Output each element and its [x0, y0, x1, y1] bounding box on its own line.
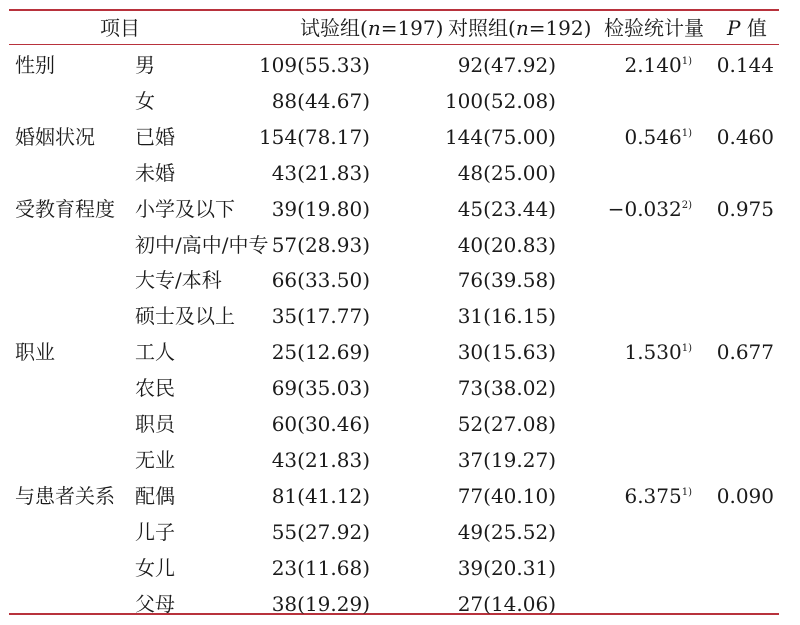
cell-category: 婚姻状况 — [15, 124, 95, 149]
cell-subcategory: 未婚 — [135, 160, 175, 185]
cell-experimental: 35(17.77) — [271, 304, 370, 329]
cell-control: 49(25.52) — [457, 519, 556, 544]
table-row — [0, 406, 800, 442]
cell-experimental: 69(35.03) — [271, 376, 370, 401]
cell-experimental: 66(33.50) — [271, 268, 370, 293]
footnote-marker: 1) — [681, 486, 692, 498]
cell-control: 45(23.44) — [457, 196, 556, 221]
cell-control: 27(14.06) — [457, 591, 556, 616]
cell-experimental: 57(28.93) — [271, 232, 370, 257]
header-control-group: 对照组(n=192) — [448, 16, 592, 40]
cell-subcategory: 小学及以下 — [135, 196, 235, 221]
cell-control: 37(19.27) — [457, 447, 556, 472]
cell-subcategory: 男 — [135, 53, 155, 77]
header-experimental-group: 试验组(n=197) — [300, 16, 444, 40]
cell-experimental: 55(27.92) — [271, 519, 370, 544]
table-row — [0, 586, 800, 622]
cell-subcategory: 大专/本科 — [135, 268, 222, 293]
cell-experimental: 25(12.69) — [271, 340, 370, 365]
cell-control: 52(27.08) — [457, 412, 556, 436]
header-test-statistic: 检验统计量 — [604, 16, 704, 40]
cell-subcategory: 硕士及以上 — [135, 304, 235, 329]
cell-subcategory: 父母 — [135, 591, 175, 616]
footnote-marker: 1) — [681, 343, 692, 355]
cell-p-value: 0.090 — [716, 483, 774, 508]
footnote-marker: 1) — [681, 127, 692, 139]
table-row — [0, 227, 800, 263]
table-row — [0, 550, 800, 586]
cell-experimental: 60(30.46) — [271, 412, 370, 436]
cell-p-value: 0.144 — [716, 53, 774, 77]
cell-subcategory: 工人 — [135, 340, 175, 365]
table-row — [0, 83, 800, 119]
cell-experimental: 43(21.83) — [271, 447, 370, 472]
cell-category: 性别 — [15, 53, 55, 77]
cell-statistic: 2.140$^{1)}$ — [624, 53, 692, 77]
cell-control: 30(15.63) — [457, 340, 556, 365]
table-row — [0, 478, 800, 514]
cell-experimental: 81(41.12) — [271, 483, 370, 508]
cell-control: 92(47.92) — [457, 53, 556, 77]
cell-statistic: $-0.032^{2)}$ — [607, 196, 692, 221]
cell-category: 职业 — [15, 340, 55, 365]
footnote-marker: 1) — [681, 56, 692, 67]
cell-experimental: 23(11.68) — [271, 555, 370, 580]
cell-statistic: 1.530$^{1)}$ — [624, 340, 692, 365]
table-row — [0, 262, 800, 298]
cell-p-value: 0.460 — [716, 124, 774, 149]
table-row — [0, 334, 800, 370]
cell-control: 76(39.58) — [457, 268, 556, 293]
table-header-row — [0, 12, 800, 44]
cell-subcategory: 农民 — [135, 376, 175, 401]
cell-subcategory: 女儿 — [135, 555, 175, 580]
cell-subcategory: 配偶 — [135, 483, 175, 508]
cell-control: 144(75.00) — [444, 124, 556, 149]
cell-subcategory: 无业 — [135, 447, 175, 472]
cell-control: 40(20.83) — [457, 232, 556, 257]
table-row — [0, 47, 800, 83]
cell-control: 48(25.00) — [457, 160, 556, 185]
cell-experimental: 88(44.67) — [271, 88, 370, 113]
cell-control: 31(16.15) — [457, 304, 556, 329]
cell-subcategory: 初中/高中/中专 — [135, 232, 269, 257]
table-header-rule — [9, 44, 779, 45]
cell-p-value: 0.677 — [716, 340, 774, 365]
cell-subcategory: 女 — [135, 88, 155, 113]
cell-category: 与患者关系 — [15, 483, 115, 508]
cell-control: 77(40.10) — [457, 483, 556, 508]
table-row — [0, 298, 800, 334]
cell-experimental: 39(19.80) — [271, 196, 370, 221]
table-row — [0, 155, 800, 191]
cell-statistic: 0.546$^{1)}$ — [624, 124, 692, 149]
table-row — [0, 514, 800, 550]
cell-category: 受教育程度 — [15, 196, 115, 221]
table-row — [0, 370, 800, 406]
table-row — [0, 442, 800, 478]
header-p-value: P 值 — [727, 16, 767, 40]
cell-experimental: 154(78.17) — [258, 124, 370, 149]
cell-p-value: 0.975 — [716, 196, 774, 221]
header-item: 项目 — [100, 16, 140, 40]
table-row — [0, 191, 800, 227]
cell-experimental: 38(19.29) — [271, 591, 370, 616]
cell-control: 100(52.08) — [444, 88, 556, 113]
cell-statistic: 6.375$^{1)}$ — [624, 483, 692, 508]
cell-control: 73(38.02) — [457, 376, 556, 401]
cell-experimental: 109(55.33) — [258, 53, 370, 77]
table-row — [0, 119, 800, 155]
cell-experimental: 43(21.83) — [271, 160, 370, 185]
cell-control: 39(20.31) — [457, 555, 556, 580]
cell-subcategory: 儿子 — [135, 519, 175, 544]
cell-subcategory: 职员 — [135, 412, 175, 436]
table-top-rule — [9, 9, 779, 11]
footnote-marker: 2) — [681, 199, 692, 211]
cell-subcategory: 已婚 — [135, 124, 175, 149]
